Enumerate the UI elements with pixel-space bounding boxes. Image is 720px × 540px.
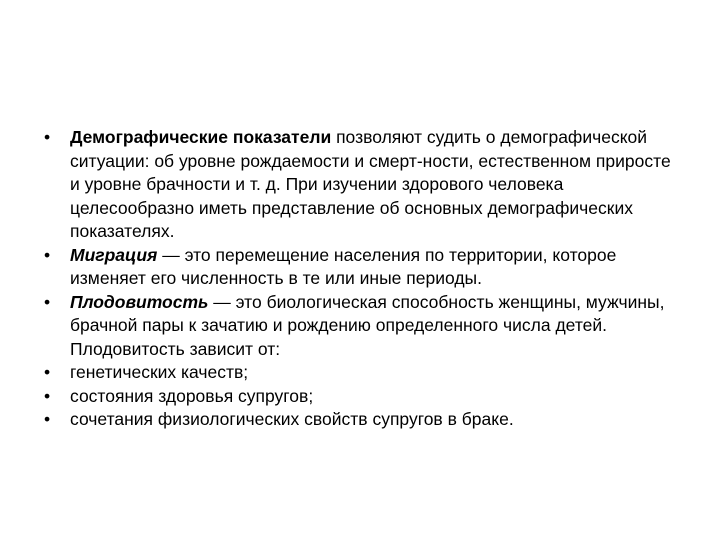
item-text: состояния здоровья супругов;: [70, 385, 314, 406]
list-item: [44, 291, 684, 362]
term-migration: Миграция: [70, 244, 158, 265]
bullet-list: [44, 126, 684, 432]
list-item: [44, 385, 684, 409]
item-text: генетических качеств;: [70, 362, 249, 382]
bullet-icon: •: [44, 127, 51, 147]
bullet-icon: •: [44, 291, 51, 312]
bullet-icon: •: [44, 362, 51, 382]
bullet-icon: •: [44, 385, 51, 406]
item-text: позволяют судить о демографической ситуации: об уровне рождаемости и смерт-ности, естественном приросте и уровне брачности и т. д. При изучении здорового человека целесообразно иметь представление об основных демографических показателях.: [70, 127, 671, 241]
list-item: [44, 244, 684, 291]
bullet-icon: •: [44, 409, 51, 429]
term-fertility: Плодовитость: [70, 291, 209, 312]
list-item: [44, 361, 684, 385]
item-text: — это перемещение населения по территории, которое изменяет его численность в те или иные периоды.: [70, 244, 617, 288]
bullet-icon: •: [44, 244, 51, 265]
list-item: [44, 408, 684, 432]
list-item: [44, 126, 684, 244]
item-text: сочетания физиологических свойств супругов в браке.: [70, 409, 514, 429]
term-demographic-indicators: Демографические показатели: [70, 127, 332, 147]
item-text: — это биологическая способность женщины, мужчины, брачной пары к зачатию и рождению определенного числа детей. Плодовитость зависит от:: [70, 291, 665, 359]
